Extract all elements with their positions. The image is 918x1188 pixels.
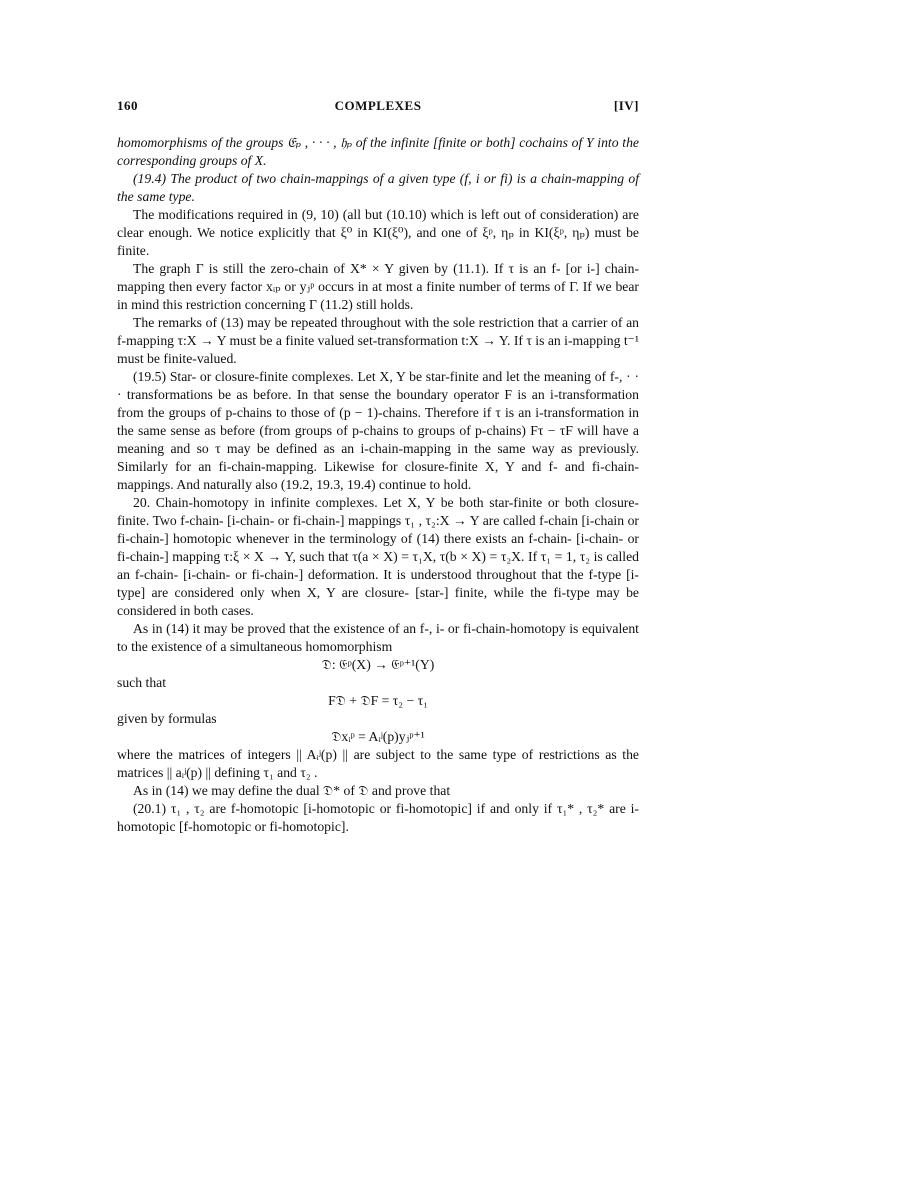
paragraph: where the matrices of integers || Aᵢʲ(p) || are subject to the same type of restrictions as the matrices || aᵢʲ(p) || defining τ₁ and τ₂ . bbox=[117, 747, 639, 780]
paragraph: As in (14) we may define the dual 𝔇* of 𝔇 and prove that bbox=[133, 783, 451, 798]
paragraph: homomorphisms of the groups 𝔈ₚ , · · · , 𝔥ₚ of the infinite [finite or both] cochains of Y into the corresponding groups of X. bbox=[117, 135, 639, 168]
paragraph: given by formulas bbox=[117, 711, 217, 726]
running-title: COMPLEXES bbox=[334, 98, 422, 113]
paragraph: The modifications required in (9, 10) (all but (10.10) which is left out of consideration) are clear enough. We notice explicitly that ξ⁰ in KI(ξ⁰), and one of ξᵖ, ηₚ in KI(ξᵖ, ηₚ) must be finite. bbox=[117, 207, 639, 258]
paragraph: The remarks of (13) may be repeated throughout with the sole restriction that a carrier of an f-mapping τ:X → Y must be a finite valued set-transformation t:X → Y. If τ is an i-mapping t⁻¹ must be finite-valued. bbox=[117, 315, 639, 366]
section-20: 20. Chain-homotopy in infinite complexes. Let X, Y be both star-finite or both closure-finite. Two f-chain- [i-chain- or fi-chain-] mappings τ₁ , τ₂:X → Y are called f-chain [i-chain or fi-chain-] homotopic whenever in the terminology of (14) there exists an f-chain- [i-chain- or fi-chain-] mapping τ:ξ × X → Y, such that τ(a × X) = τ₁X, τ(b × X) = τ₂X. If τ₁ = 1, τ₂ is called an f-chain- [i-chain- or fi-chain-] deformation. It is understood throughout that the f-type [i-type] are considered only when X, Y are closure- [star-] finite, while the fi-type may be considered in both cases. bbox=[117, 495, 639, 618]
equation-homomorphism: 𝔇: 𝔈ᵖ(X) → 𝔈ᵖ⁺¹(Y) bbox=[321, 657, 435, 672]
equation-homotopy: F𝔇 + 𝔇F = τ₂ − τ₁ bbox=[328, 693, 428, 708]
page-body bbox=[117, 134, 639, 836]
book-page bbox=[117, 98, 639, 836]
paragraph: such that bbox=[117, 675, 167, 690]
equation-formula: 𝔇xᵢᵖ = Aᵢʲ(p)yⱼᵖ⁺¹ bbox=[331, 729, 425, 744]
running-header bbox=[117, 98, 639, 120]
page-number: 160 bbox=[117, 98, 138, 113]
paragraph: As in (14) it may be proved that the existence of an f-, i- or fi-chain-homotopy is equivalent to the existence of a simultaneous homomorphism bbox=[117, 621, 639, 654]
chapter-label: [IV] bbox=[613, 98, 639, 113]
paragraph: The graph Γ is still the zero-chain of X* × Y given by (11.1). If τ is an f- [or i-] chain-mapping then every factor xᵢₚ or yⱼᵖ occurs in at most a finite number of terms of Γ. If we bear in mind this restriction concerning Γ (11.2) still holds. bbox=[117, 261, 639, 312]
section-19-5: (19.5) Star- or closure-finite complexes. Let X, Y be star-finite and let the meaning of f-, · · · transformations be as before. In that sense the boundary operator F is an i-transformation from the groups of p-chains to those of (p − 1)-chains. Therefore if τ is an i-transformation in the same sense as before (from groups of p-chains to groups of p-chains) Fτ − τF will have a meaning and so τ may be defined as an i-chain-mapping in the same way as previously. Similarly for an fi-chain-mapping. Likewise for closure-finite X, Y and f- and fi-chain-mappings. And naturally also (19.2, 19.3, 19.4) continue to hold. bbox=[117, 369, 639, 492]
statement-19-4: (19.4) The product of two chain-mappings of a given type (f, i or fi) is a chain-mapping of the same type. bbox=[117, 171, 639, 204]
statement-20-1: (20.1) τ₁ , τ₂ are f-homotopic [i-homotopic or fi-homotopic] if and only if τ₁* , τ₂* are i-homotopic [f-homotopic or fi-homotopic]. bbox=[117, 801, 639, 834]
